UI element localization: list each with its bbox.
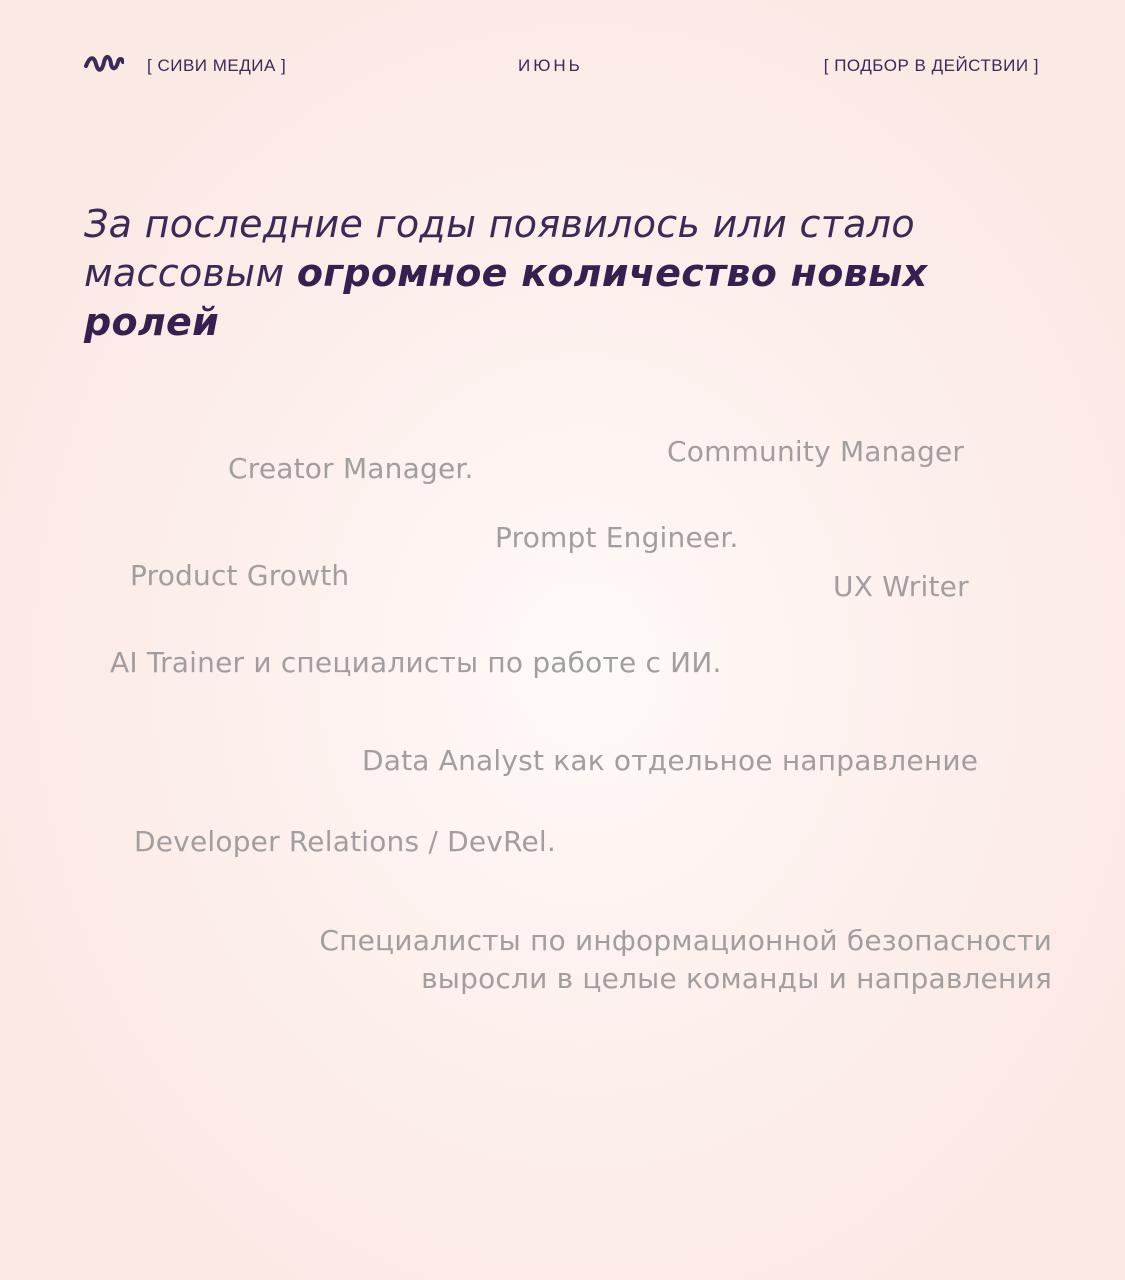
role-devrel: Developer Relations / DevRel.: [134, 825, 556, 858]
top-bar: [0, 0, 1125, 130]
role-prompt-engineer: Prompt Engineer.: [495, 521, 739, 554]
month-label: ИЮНЬ: [518, 56, 583, 75]
role-product-growth: Product Growth: [130, 559, 350, 592]
role-ux-writer: UX Writer: [833, 570, 969, 603]
role-ai-trainer: AI Trainer и специалисты по работе с ИИ.: [110, 646, 722, 679]
brand-label: [ СИВИ МЕДИА ]: [147, 56, 287, 75]
section-tag: [ ПОДБОР В ДЕЙСТВИИ ]: [823, 56, 1039, 75]
headline-regular: За последние годы появилось или стало массовым: [84, 202, 915, 295]
role-infosec: Специалисты по информационной безопасности выросли в целые команды и направления: [319, 924, 1052, 995]
role-community-manager: Community Manager: [667, 435, 965, 468]
role-data-analyst: Data Analyst как отдельное направление: [362, 744, 979, 777]
role-creator-manager: Creator Manager.: [228, 452, 474, 485]
wave-logo-icon: [84, 52, 124, 76]
headline-bold: огромное количество новых ролей: [84, 251, 928, 344]
headline: [84, 200, 1044, 347]
